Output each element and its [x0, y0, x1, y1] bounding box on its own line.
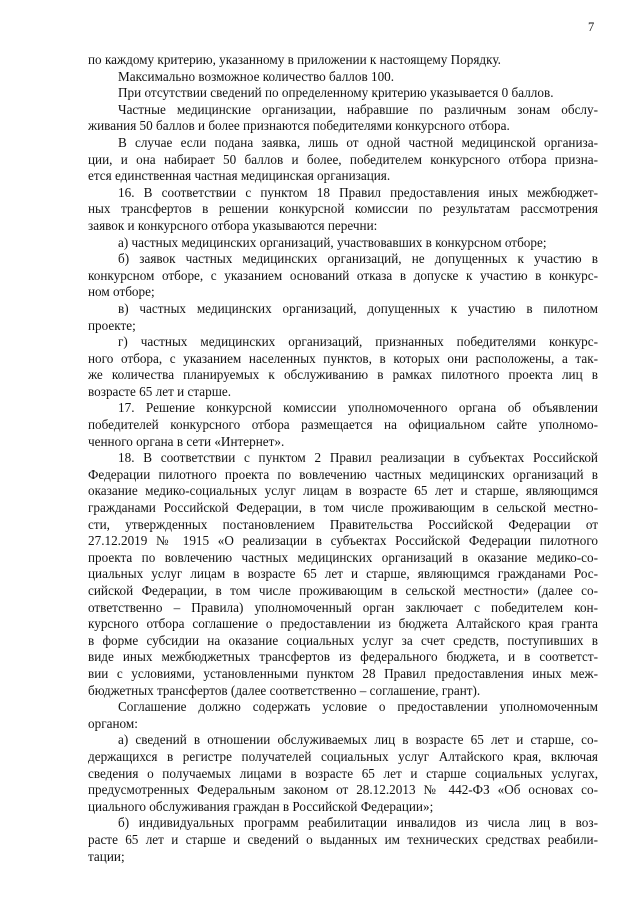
text-line: циального обслуживания граждан в Российской Федерации»;	[88, 798, 434, 814]
text-line: виде иных межбюджетных трансфертов из федерального бюджета, и в соответст-	[88, 649, 598, 665]
text-line: сийской Федерации, в том числе проживающим в сельской местности» (далее со-	[88, 583, 598, 598]
text-line: б) заявок частных медицинских организаций, не допущенных к участию в	[118, 251, 598, 267]
text-line: Федерации пилотного проекта по вовлечению частных медицинских организаций в	[88, 466, 598, 482]
text-line: Соглашение должно содержать условие о предоставлении уполномоченным	[118, 699, 598, 715]
text-line: б) индивидуальных программ реабилитации инвалидов из числа лиц в воз-	[118, 815, 598, 831]
text-line: бюджетных трансфертов (далее соответственно – соглашение, грант).	[88, 682, 481, 698]
text-line: в) частных медицинских организаций, допущенных к участию в пилотном	[118, 300, 598, 316]
text-line: возрасте 65 лет и старше.	[88, 383, 232, 399]
text-line: по каждому критерию, указанному в приложении к настоящему Порядку.	[88, 52, 501, 67]
text-line: 16. В соответствии с пунктом 18 Правил предоставления иных межбюджет-	[118, 184, 598, 200]
text-line: г) частных медицинских организаций, признанных победителями конкурс-	[118, 334, 598, 350]
text-line: Частные медицинские организации, набравшие по различным зонам обслу-	[118, 101, 598, 117]
text-line: ном отборе;	[88, 284, 155, 300]
text-line: Максимально возможное количество баллов 100.	[118, 68, 395, 84]
text-line: ченного органа в сети «Интернет».	[88, 433, 285, 449]
text-line: проекта по вовлечению частных медицинских организаций в оказание медико-со-	[88, 549, 598, 565]
text-line: победителей конкурсного отбора размещается на официальном сайте уполномо-	[88, 417, 598, 433]
text-line: 17. Решение конкурсной комиссии уполномоченного органа об объявлении	[118, 400, 598, 416]
text-line: сти, утвержденных постановлением Правительства Российской Федерации от	[88, 516, 598, 532]
text-line: держащихся в регистре получателей социальных услуг Алтайского края, включая	[88, 748, 598, 764]
document-body	[88, 52, 598, 865]
text-line: заявок и конкурсного отбора указываются перечни:	[88, 217, 378, 233]
text-line: ного отбора, с указанием населенных пунктов, в которых они расположены, а так-	[88, 350, 598, 366]
text-line: 27.12.2019 № 1915 «О реализации в субъектах Российской Федерации пилотного	[88, 533, 598, 549]
text-line: ных трансфертов в решении конкурсной комиссии по результатам рассмотрения	[88, 201, 598, 217]
text-line: же количества планируемых к обслуживанию в рамках пилотного проекта лиц в	[88, 367, 598, 383]
text-line: 18. В соответствии с пунктом 2 Правил реализации в субъектах Российской	[118, 450, 598, 466]
text-line: сведения о получаемых лицами в возрасте 65 лет и старше социальных услугах,	[88, 765, 598, 781]
text-line: ется единственная частная медицинская организация.	[88, 168, 391, 184]
text-line: конкурсном отборе, с указанием оснований отказа в допуске к участию в конкурс-	[88, 267, 598, 283]
text-line: оказание медико-социальных услуг лицам в возрасте 65 лет и старше, являющимся	[88, 483, 598, 499]
text-line: курсного отбора соглашение о предоставлении из бюджета Алтайского края гранта	[88, 616, 598, 632]
text-line: предусмотренных Федеральным законом от 28.12.2013 № 442-ФЗ «Об основах со-	[88, 782, 598, 798]
page-number: 7	[588, 20, 595, 34]
text-line: проекте;	[88, 317, 136, 333]
text-line: вии с условиями, установленными пунктом 28 Правил предоставления иных меж-	[88, 665, 598, 681]
text-line: в форме субсидии на оказание социальных услуг за счет средств, поступивших в	[88, 632, 598, 648]
text-line: В случае если подана заявка, лишь от одной частной медицинской организа-	[118, 134, 598, 150]
text-line: гражданами Российской Федерации, в том числе проживающим в сельской местно-	[88, 500, 598, 516]
text-line: расте 65 лет и старше и сведений о выданных им технических средствах реабили-	[88, 831, 598, 847]
text-line: а) частных медицинских организаций, участвовавших в конкурсном отборе;	[118, 234, 547, 250]
text-line: а) сведений в отношении обслуживаемых лиц в возрасте 65 лет и старше, со-	[118, 732, 598, 748]
text-line: тации;	[88, 848, 125, 864]
text-line: живания 50 баллов и более признаются победителями конкурсного отбора.	[88, 118, 510, 134]
text-line: ответственно – Правила) уполномоченный орган заключает с победителем кон-	[88, 599, 598, 615]
text-line: циальных услуг лицам в возрасте 65 лет и старше, являющимся гражданами Рос-	[88, 566, 598, 582]
text-line: ции, и она набирает 50 баллов и более, победителем конкурсного отбора призна-	[88, 151, 598, 167]
text-line: При отсутствии сведений по определенному критерию указывается 0 баллов.	[118, 85, 554, 101]
text-line: органом:	[88, 715, 138, 731]
